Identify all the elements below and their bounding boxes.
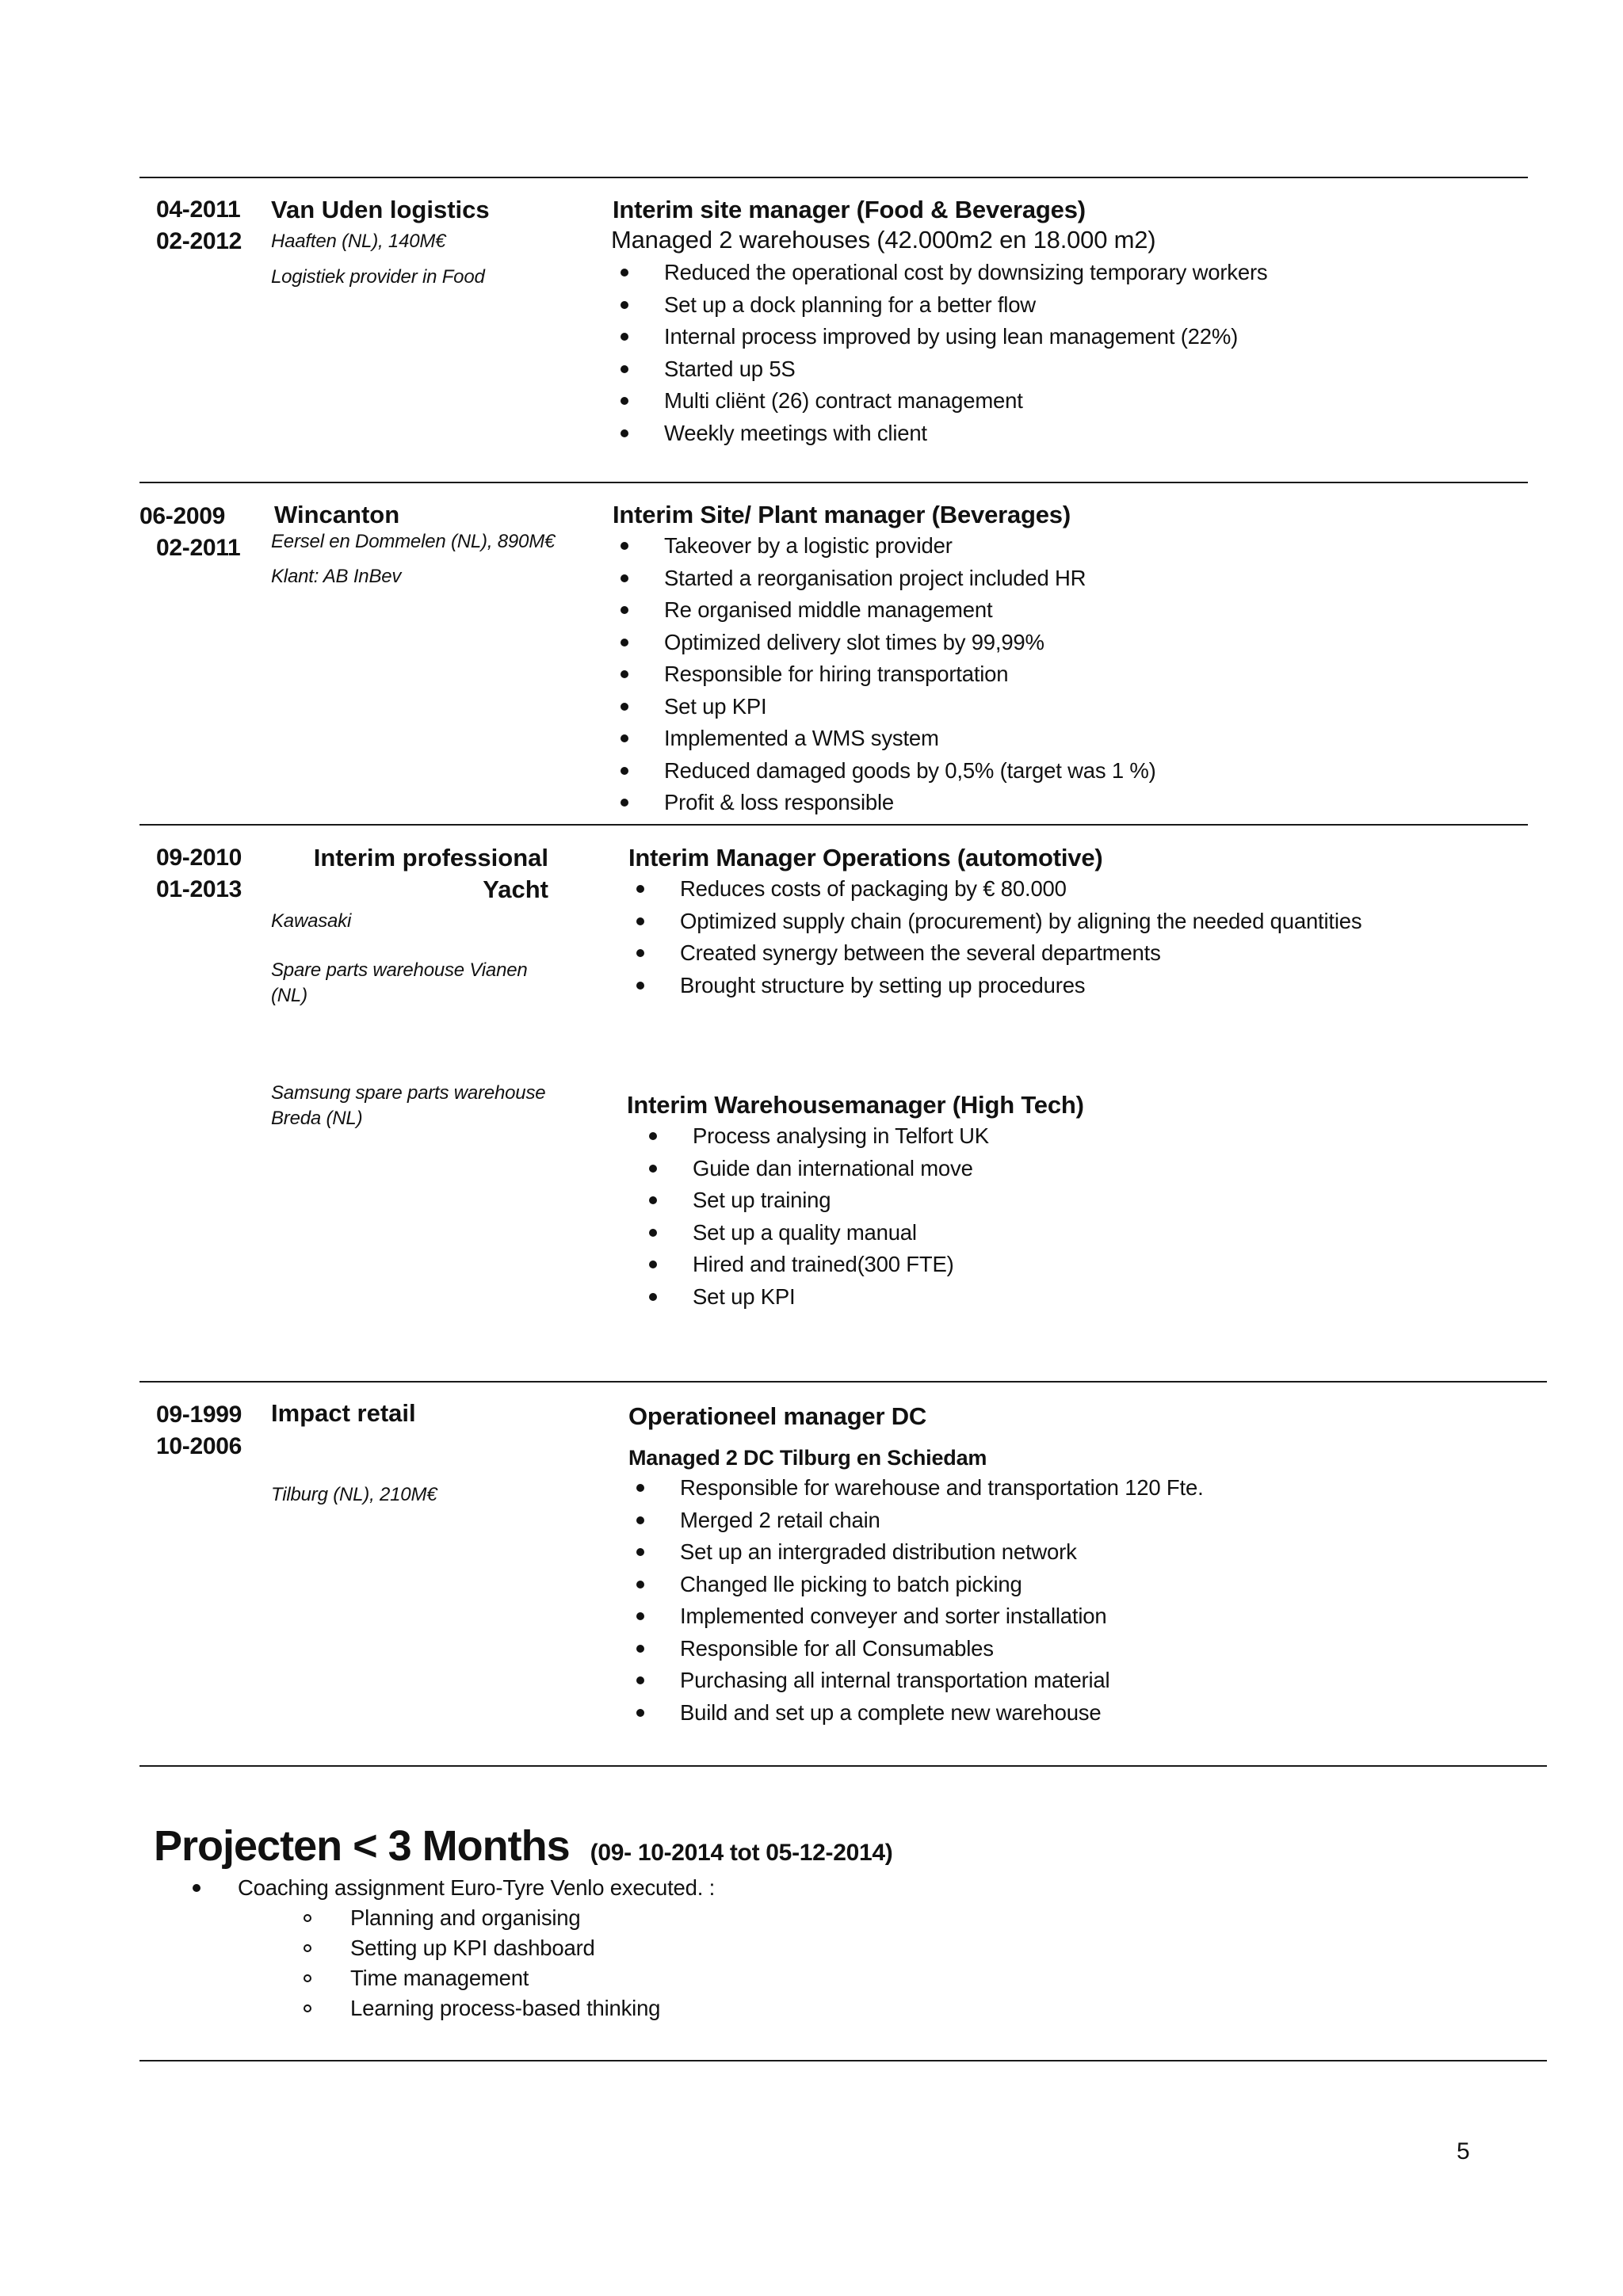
bullet-list <box>634 873 1361 1001</box>
list-item: Set up KPI <box>618 691 1156 723</box>
divider-bottom <box>139 2060 1547 2061</box>
list-item: Time management <box>303 1963 660 1993</box>
list-item: Profit & loss responsible <box>618 787 1156 819</box>
list-item: Started a reorganisation project included HR <box>618 563 1156 595</box>
company-name-line1: Interim professional <box>313 844 548 871</box>
list-item: Set up an intergraded distribution network <box>634 1536 1204 1569</box>
list-item: Implemented conveyer and sorter installation <box>634 1600 1204 1633</box>
list-item: Set up KPI <box>647 1281 989 1314</box>
list-item: Multi cliënt (26) contract management <box>618 385 1267 418</box>
list-item: Hired and trained(300 FTE) <box>647 1249 989 1281</box>
list-item: Responsible for warehouse and transportation 120 Fte. <box>634 1472 1204 1505</box>
role-subtitle: Managed 2 warehouses (42.000m2 en 18.000 m2) <box>611 226 1156 254</box>
list-item: Merged 2 retail chain <box>634 1505 1204 1537</box>
projects-dates: (09- 10-2014 tot 05-12-2014) <box>590 1840 893 1866</box>
list-item: Takeover by a logistic provider <box>618 530 1156 563</box>
divider-1 <box>139 482 1528 483</box>
list-item: Responsible for all Consumables <box>634 1633 1204 1665</box>
bullet-list <box>618 257 1267 449</box>
entry-end-date: 01-2013 <box>156 876 242 902</box>
list-item: Set up a dock planning for a better flow <box>618 289 1267 322</box>
entry-end-date: 10-2006 <box>156 1433 242 1459</box>
company-note: Klant: AB InBev <box>271 566 402 587</box>
entry-end-date: 02-2011 <box>156 535 241 561</box>
company-name-line2: Yacht <box>483 875 548 903</box>
role-title: Interim Warehousemanager (High Tech) <box>627 1091 1084 1119</box>
list-item: Implemented a WMS system <box>618 723 1156 755</box>
role-title: Interim site manager (Food & Beverages) <box>613 196 1086 223</box>
company-location: Haaften (NL), 140M€ <box>271 231 446 252</box>
entry-start-date: 09-2010 <box>156 845 242 871</box>
list-item: Planning and organising <box>303 1903 660 1933</box>
role-title: Interim Site/ Plant manager (Beverages) <box>613 501 1071 528</box>
client-name-cont: (NL) <box>271 985 307 1006</box>
list-item: Coaching assignment Euro-Tyre Venlo executed. : <box>190 1873 715 1903</box>
company-name: Van Uden logistics <box>271 196 490 223</box>
divider-3 <box>139 1381 1547 1383</box>
company-name: Impact retail <box>271 1399 416 1427</box>
list-item: Brought structure by setting up procedures <box>634 970 1361 1002</box>
company-location: Eersel en Dommelen (NL), 890M€ <box>271 531 556 552</box>
role-title: Interim Manager Operations (automotive) <box>628 844 1103 871</box>
list-item: Changed lle picking to batch picking <box>634 1569 1204 1601</box>
client-name: Kawasaki <box>271 910 352 932</box>
list-item: Learning process-based thinking <box>303 1993 660 2023</box>
company-location: Tilburg (NL), 210M€ <box>271 1484 437 1505</box>
projects-sublist <box>303 1903 660 2023</box>
list-item: Process analysing in Telfort UK <box>647 1120 989 1153</box>
list-item: Optimized delivery slot times by 99,99% <box>618 627 1156 659</box>
list-item: Optimized supply chain (procurement) by aligning the needed quantities <box>634 906 1361 938</box>
list-item: Internal process improved by using lean management (22%) <box>618 321 1267 353</box>
entry-start-date: 09-1999 <box>156 1402 242 1428</box>
role-subtitle: Managed 2 DC Tilburg en Schiedam <box>628 1446 987 1470</box>
bullet-list <box>647 1120 989 1313</box>
list-item: Reduces costs of packaging by € 80.000 <box>634 873 1361 906</box>
list-item: Re organised middle management <box>618 594 1156 627</box>
list-item: Weekly meetings with client <box>618 418 1267 450</box>
role-title: Operationeel manager DC <box>628 1402 927 1430</box>
client-name: Samsung spare parts warehouse <box>271 1082 546 1104</box>
client-name-cont: Breda (NL) <box>271 1108 363 1129</box>
projects-title: Projecten < 3 Months <box>154 1822 570 1870</box>
entry-start-date: 06-2009 <box>139 503 225 529</box>
bullet-list <box>634 1472 1204 1729</box>
list-item: Started up 5S <box>618 353 1267 386</box>
list-item: Responsible for hiring transportation <box>618 658 1156 691</box>
list-item: Set up a quality manual <box>647 1217 989 1249</box>
entry-end-date: 02-2012 <box>156 228 242 254</box>
list-item: Purchasing all internal transportation material <box>634 1665 1204 1697</box>
list-item: Guide dan international move <box>647 1153 989 1185</box>
list-item: Set up training <box>647 1184 989 1217</box>
entry-start-date: 04-2011 <box>156 196 241 223</box>
bullet-list <box>618 530 1156 819</box>
divider-top <box>139 177 1528 178</box>
company-note: Logistiek provider in Food <box>271 266 485 288</box>
list-item: Setting up KPI dashboard <box>303 1933 660 1963</box>
divider-2 <box>139 824 1528 826</box>
page-number: 5 <box>1457 2138 1470 2164</box>
list-item: Created synergy between the several departments <box>634 937 1361 970</box>
client-name: Spare parts warehouse Vianen <box>271 959 528 981</box>
list-item: Reduced the operational cost by downsizing temporary workers <box>618 257 1267 289</box>
list-item: Reduced damaged goods by 0,5% (target was 1 %) <box>618 755 1156 788</box>
projects-heading <box>154 1821 892 1878</box>
company-name: Wincanton <box>274 501 400 528</box>
divider-4 <box>139 1765 1547 1767</box>
projects-list <box>190 1873 715 1903</box>
list-item: Build and set up a complete new warehouse <box>634 1697 1204 1730</box>
